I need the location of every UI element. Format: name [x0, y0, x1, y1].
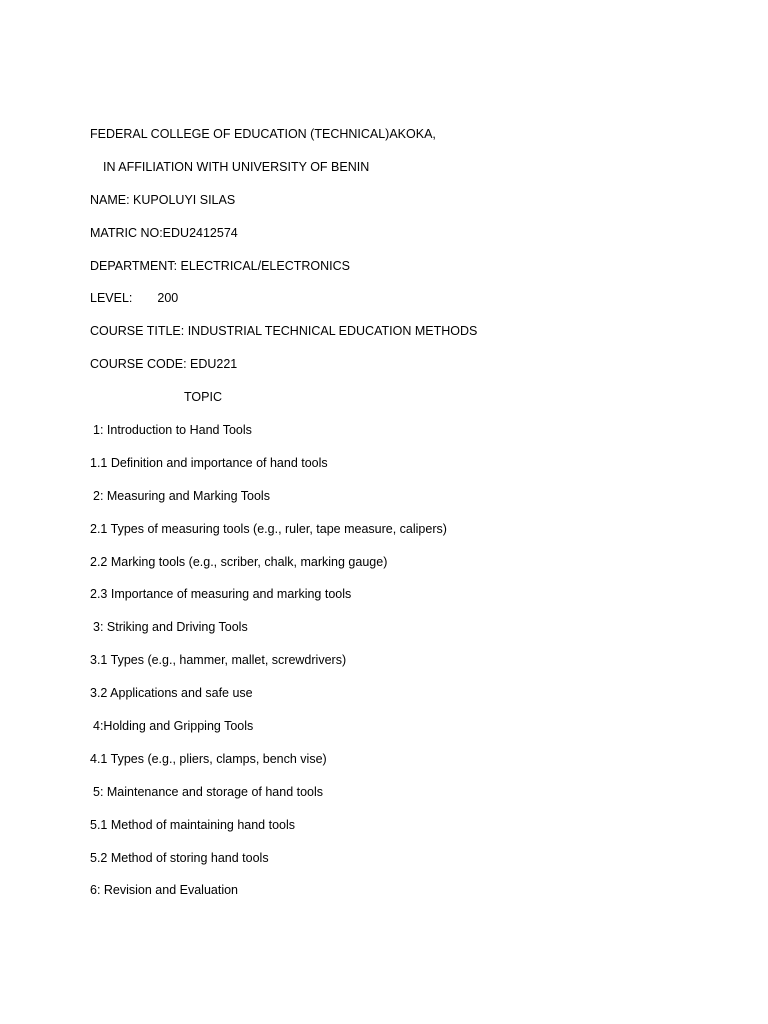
topic-section-4: 4:Holding and Gripping Tools [93, 719, 254, 734]
topic-section-1: 1: Introduction to Hand Tools [93, 423, 252, 438]
matric-number-line: MATRIC NO:EDU2412574 [90, 225, 238, 240]
institution-line: FEDERAL COLLEGE OF EDUCATION (TECHNICAL)AKOKA, [90, 127, 436, 141]
topic-item-3-2: 3.2 Applications and safe use [90, 686, 253, 701]
topic-section-6: 6: Revision and Evaluation [90, 883, 239, 898]
topic-item-3-1: 3.1 Types (e.g., hammer, mallet, screwdrivers) [90, 653, 347, 668]
student-name-line: NAME: KUPOLUYI SILAS [90, 192, 236, 207]
topic-item-1-1: 1.1 Definition and importance of hand tools [90, 455, 328, 470]
document-body [90, 126, 730, 915]
level-line [90, 290, 730, 306]
topic-item-2-1: 2.1 Types of measuring tools (e.g., ruler, tape measure, calipers) [90, 521, 447, 536]
topic-item-4-1: 4.1 Types (e.g., pliers, clamps, bench vise) [90, 751, 327, 766]
topic-heading: TOPIC [184, 390, 222, 405]
topic-section-2: 2: Measuring and Marking Tools [93, 488, 270, 503]
level-label: LEVEL: [90, 291, 133, 306]
level-value: 200 [157, 291, 179, 306]
course-code-line: COURSE CODE: EDU221 [90, 357, 238, 372]
topic-item-5-2: 5.2 Method of storing hand tools [90, 850, 269, 865]
affiliation-line: IN AFFILIATION WITH UNIVERSITY OF BENIN [103, 159, 370, 174]
topic-item-2-3: 2.3 Importance of measuring and marking tools [90, 587, 352, 602]
topic-item-2-2: 2.2 Marking tools (e.g., scriber, chalk, marking gauge) [90, 554, 388, 569]
department-line: DEPARTMENT: ELECTRICAL/ELECTRONICS [90, 258, 351, 273]
topic-section-3: 3: Striking and Driving Tools [93, 620, 248, 635]
course-title-line: COURSE TITLE: INDUSTRIAL TECHNICAL EDUCATION METHODS [90, 324, 478, 339]
topic-item-5-1: 5.1 Method of maintaining hand tools [90, 817, 295, 832]
topic-section-5: 5: Maintenance and storage of hand tools [93, 784, 324, 799]
